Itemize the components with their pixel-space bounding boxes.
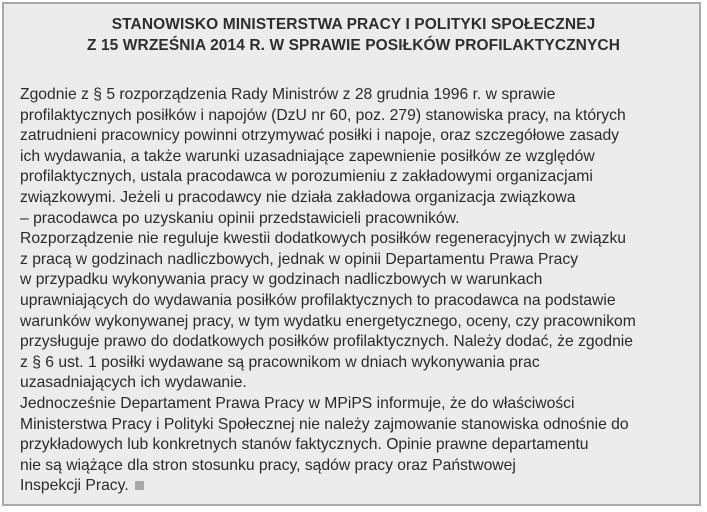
body-line: w przypadku wykonywania pracy w godzinach nadliczbowych w warunkach [20,271,543,289]
body-line: – pracodawca po uzyskaniu opinii przedstawicieli pracowników. [20,209,460,227]
body-line: uzasadniających ich wydawanie. [20,374,247,392]
body-line: uprawniających do wydawania posiłków profilaktycznych to pracodawca na podstawie [20,291,616,309]
body-line: nie są wiążące dla stron stosunku pracy, sądów pracy oraz Państwowej [20,456,516,474]
statement-box [2,2,701,506]
body-line: z pracą w godzinach nadliczbowych, jednak w opinii Departamentu Prawa Pracy [20,250,579,268]
title-line-1: STANOWISKO MINISTERSTWA PRACY I POLITYKI SPOŁECZNEJ [111,16,596,33]
statement-body [20,85,700,497]
body-line: z § 6 ust. 1 posiłki wydawane są pracownikom w dniach wykonywania prac [20,353,540,371]
body-line: zatrudnieni pracownicy powinni otrzymywać posiłki i napoje, oraz szczegółowe zasady [20,127,620,145]
body-line: przykładowych lub konkretnych stanów faktycznych. Opinie prawne departamentu [20,436,589,454]
body-line: ich wydawania, a także warunki uzasadniające zapewnienie posiłków ze względów [20,147,595,165]
statement-title [4,14,703,56]
body-line: Jednocześnie Departament Prawa Pracy w MPiPS informuje, że do właściwości [20,394,575,412]
body-line: przysługuje prawo do dodatkowych posiłków profilaktycznych. Należy dodać, że zgodnie [20,333,634,351]
body-line: Zgodnie z § 5 rozporządzenia Rady Ministrów z 28 grudnia 1996 r. w sprawie [20,86,556,103]
body-line: związkowymi. Jeżeli u pracodawcy nie działa zakładowa organizacja związkowa [20,188,576,206]
body-line-last [20,476,700,497]
body-line: Ministerstwa Pracy i Polityki Społecznej nie należy zajmowanie stanowiska odnośnie do [20,415,629,433]
body-line: profilaktycznych, ustala pracodawca w porozumieniu z zakładowymi organizacjami [20,168,593,186]
body-line-last-text: Inspekcji Pracy. [20,477,129,495]
title-line-2: Z 15 WRZEŚNIA 2014 R. W SPRAWIE POSIŁKÓW PROFILAKTYCZNYCH [86,37,621,54]
body-line: profilaktycznych posiłków i napojów (DzU nr 60, poz. 279) stanowiska pracy, na których [20,106,626,124]
body-line: Rozporządzenie nie reguluje kwestii dodatkowych posiłków regeneracyjnych w związku [20,230,627,248]
end-of-article-square-icon [135,481,144,490]
body-line: warunków wykonywanej pracy, w tym wydatku energetycznego, oceny, czy pracownikom [20,312,636,330]
